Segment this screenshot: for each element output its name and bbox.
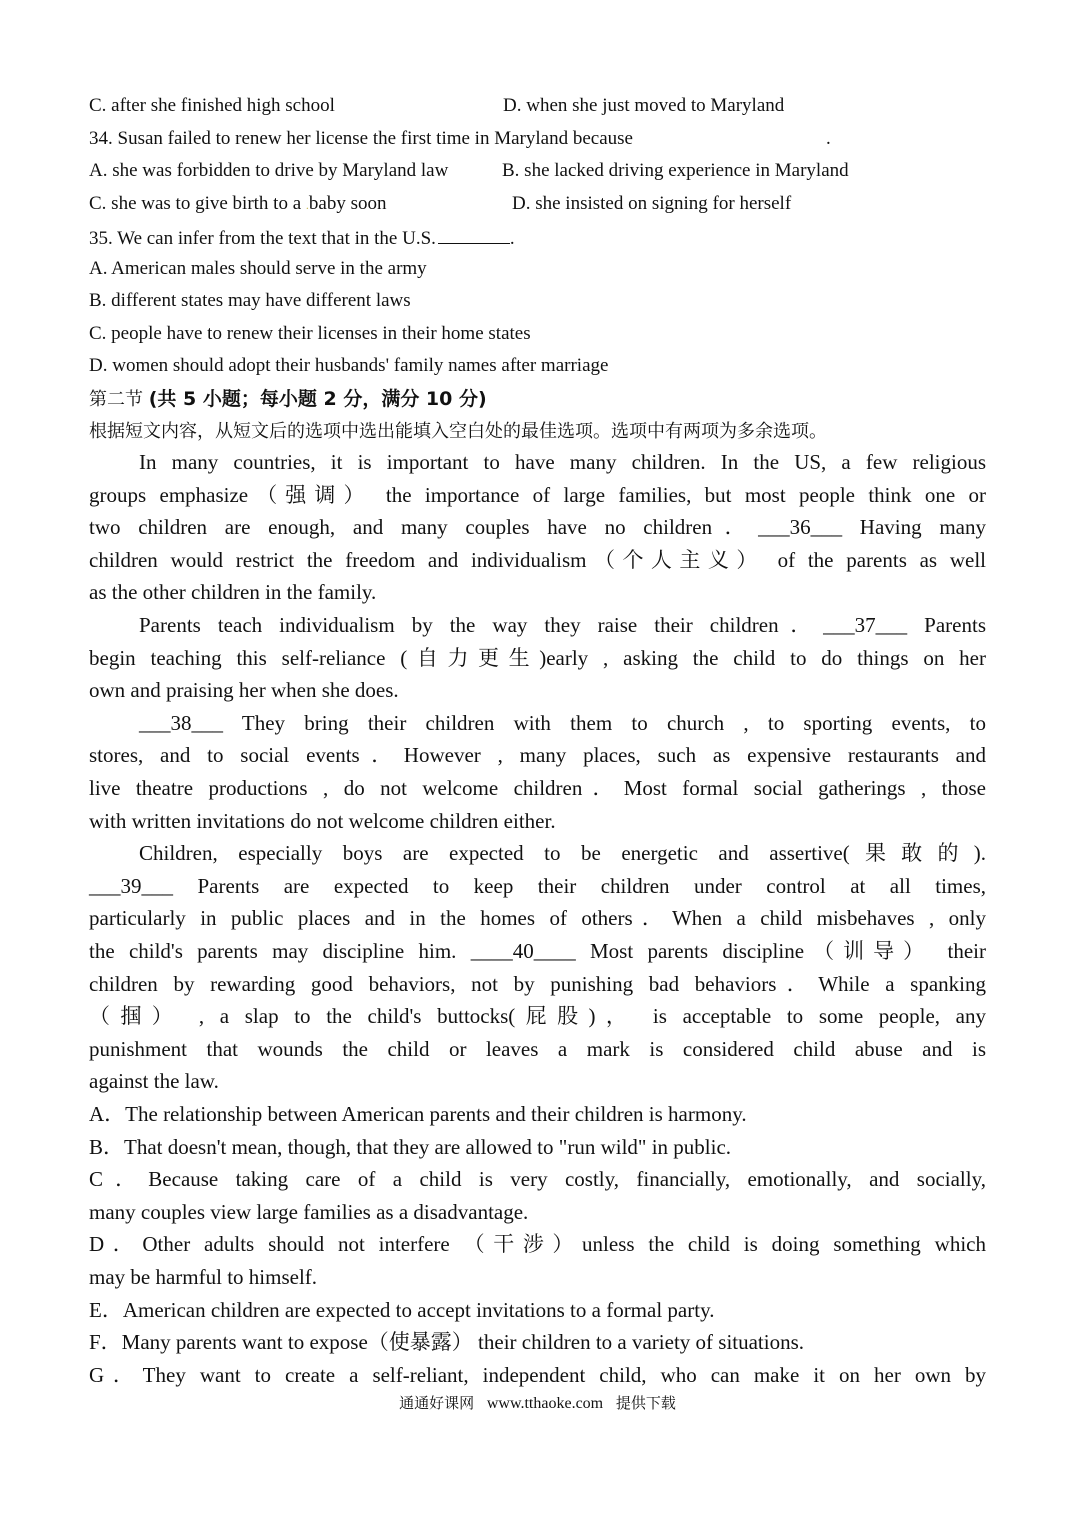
- passage-line: Children, especially boys are expected to be energetic and assertive(果敢的).: [139, 841, 986, 866]
- option-d-cont: may be harmful to himself.: [89, 1265, 318, 1289]
- q33-option-c: C. after she finished high school: [89, 95, 335, 116]
- passage-line: （掴） , a slap to the child's buttocks(屁股)， is acceptable to some people, any: [89, 1004, 986, 1029]
- option-c-cont: many couples view large families as a disadvantage.: [89, 1199, 529, 1224]
- passage-line: ___38___ They bring their children with them to church , to sporting events, to: [139, 710, 986, 735]
- footer-site-name: 通通好课网: [399, 1394, 475, 1412]
- q35-option-a: A. American males should serve in the army: [89, 258, 427, 279]
- page-footer: [0, 1392, 1075, 1413]
- q34-stem: 34. Susan failed to renew her license the first time in Maryland because: [89, 128, 633, 149]
- q33-option-d: D. when she just moved to Maryland: [503, 95, 785, 116]
- option-f: F．Many parents want to expose（使暴露） their children to a variety of situations.: [89, 1330, 805, 1355]
- option-e: E．American children are expected to accept invitations to a formal party.: [89, 1297, 715, 1322]
- stray-mark: .: [305, 198, 309, 212]
- passage-line: begin teaching this self-reliance (自力更生)early , asking the child to do things on her: [89, 645, 986, 670]
- q34-stem-end: .: [826, 128, 831, 149]
- option-g: G．They want to create a self-reliant, independent child, who can make it on her own by: [89, 1362, 986, 1387]
- passage-line: groups emphasize（强调） the importance of large families, but most people think one or: [89, 482, 986, 507]
- section-instruction: 根据短文内容，从短文后的选项中选出能填入空白处的最佳选项。选项中有两项为多余选项。: [89, 421, 827, 442]
- q34-option-b: B. she lacked driving experience in Maryland: [502, 160, 849, 181]
- q34-option-c: C. she was to give birth to a .baby soon: [89, 193, 387, 214]
- passage-line: own and praising her when she does.: [89, 678, 399, 703]
- passage-line: as the other children in the family.: [89, 580, 377, 605]
- passage-line: Parents teach individualism by the way they raise their children．___37___ Parents: [139, 613, 986, 637]
- answer-blank: [438, 226, 510, 244]
- q35-option-c: C. people have to renew their licenses in their home states: [89, 323, 531, 344]
- passage-line: two children are enough, and many couples have no children．___36___ Having many: [89, 515, 986, 540]
- q35-stem: 35. We can infer from the text that in the U.S. .: [89, 228, 515, 249]
- passage-line: ___39___ Parents are expected to keep their children under control at all times,: [89, 873, 986, 898]
- passage-line: children would restrict the freedom and individualism（个人主义） of the parents as well: [89, 547, 986, 572]
- footer-suffix: 提供下载: [615, 1394, 676, 1412]
- option-b: B．That doesn't mean, though, that they are allowed to "run wild" in public.: [89, 1134, 732, 1159]
- q35-option-d: D. women should adopt their husbands' family names after marriage: [89, 355, 609, 376]
- q34-option-d: D. she insisted on signing for herself: [512, 193, 792, 214]
- q35-option-b: B. different states may have different laws: [89, 290, 411, 311]
- footer-url[interactable]: www.tthaoke.com: [486, 1395, 604, 1412]
- passage-line: against the law.: [89, 1069, 219, 1094]
- q34-option-a: A. she was forbidden to drive by Maryland law: [89, 160, 449, 181]
- passage-line: In many countries, it is important to have many children. In the US, a few religious: [139, 450, 986, 474]
- option-d: D．Other adults should not interfere （干涉）unless the child is doing something which: [89, 1232, 986, 1257]
- option-c: C．Because taking care of a child is very costly, financially, emotionally, and socially,: [89, 1167, 986, 1192]
- passage-line: punishment that wounds the child or leaves a mark is considered child abuse and is: [89, 1036, 986, 1061]
- passage-line: with written invitations do not welcome children either.: [89, 808, 556, 833]
- section-title: 第二节 (共 5 小题；每小题 2 分，满分 10 分): [89, 388, 487, 410]
- option-a: A．The relationship between American parents and their children is harmony.: [89, 1102, 747, 1126]
- passage-line: particularly in public places and in the homes of others．When a child misbehaves , only: [89, 906, 986, 931]
- passage-line: the child's parents may discipline him. ____40____ Most parents discipline（训导） their: [89, 939, 986, 963]
- passage-line: live theatre productions , do not welcome children．Most formal social gatherings , those: [89, 776, 986, 800]
- passage-line: stores, and to social events．However , many places, such as expensive restaurants and: [89, 743, 986, 768]
- passage-line: children by rewarding good behaviors, not by punishing bad behaviors．While a spanking: [89, 971, 986, 996]
